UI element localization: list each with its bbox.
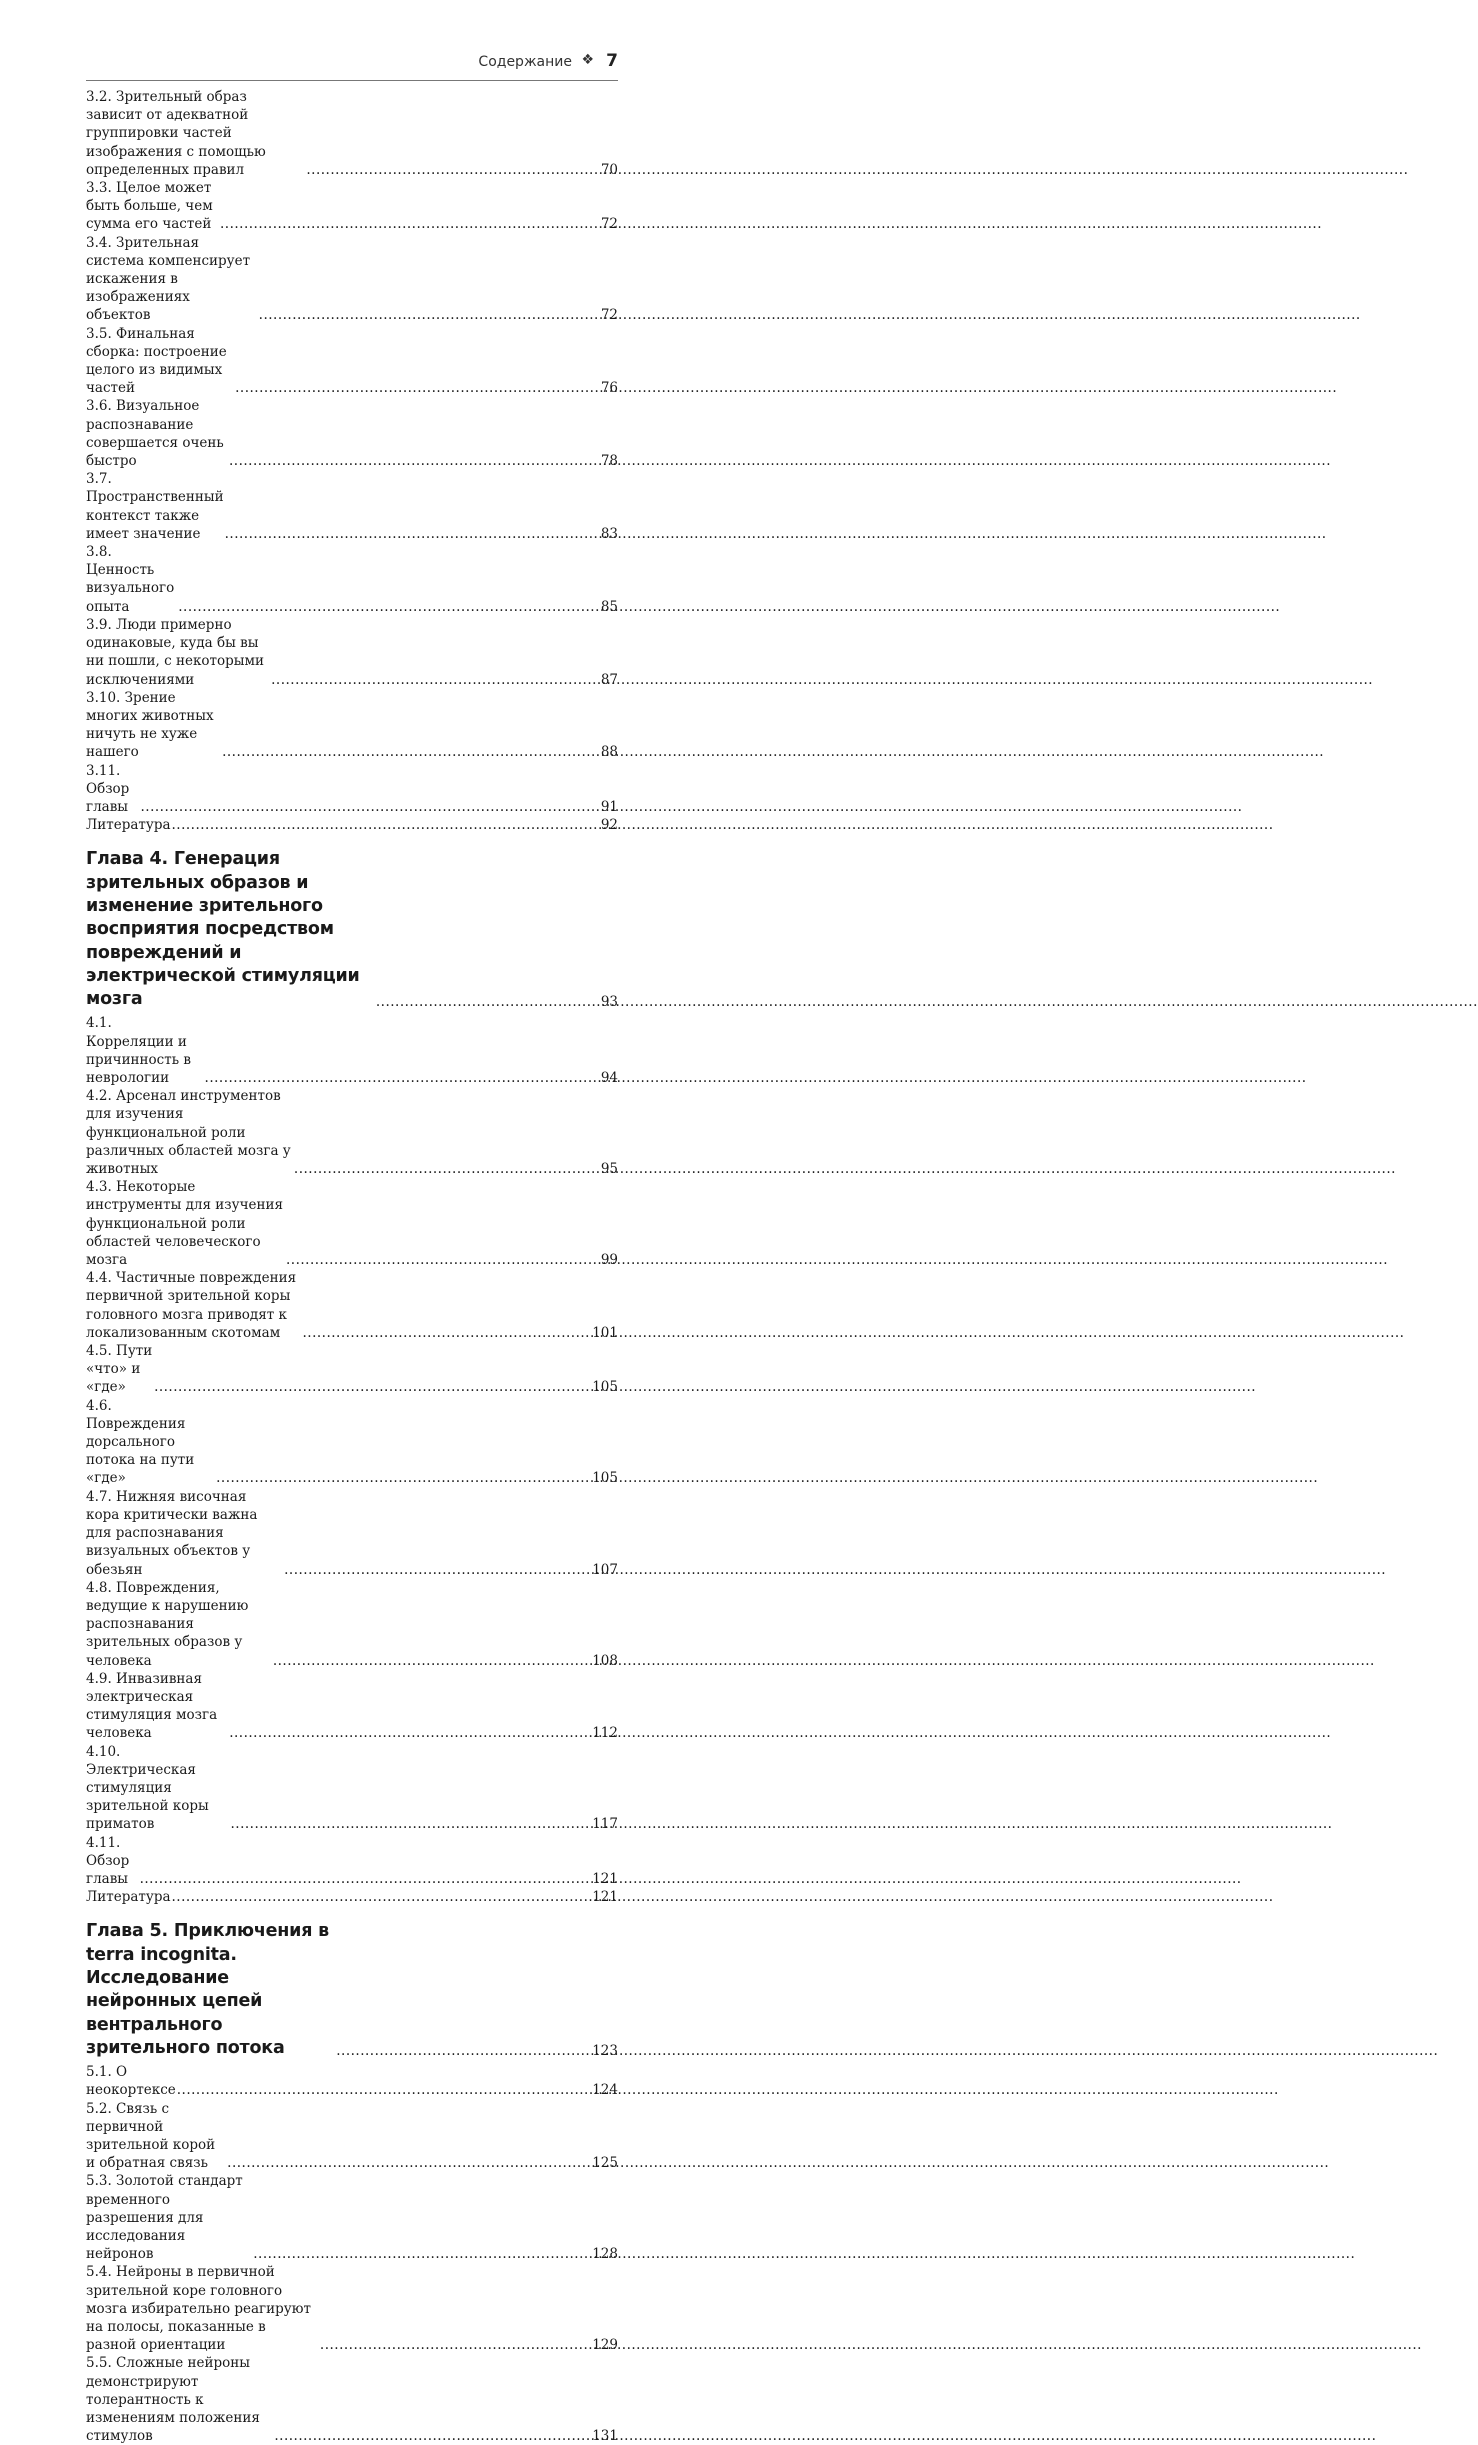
toc-leader xyxy=(302,1324,591,1342)
toc-leader xyxy=(172,1888,592,1906)
toc-page-number: 91 xyxy=(600,798,618,815)
toc-entry[interactable] xyxy=(86,543,618,616)
toc-entry[interactable] xyxy=(86,616,618,689)
toc-page-number: 85 xyxy=(600,598,618,615)
toc-entry[interactable] xyxy=(86,1269,618,1342)
toc-entry[interactable] xyxy=(86,2063,618,2099)
toc-entry-title: 4.2. Арсенал инструментов для изучения функциональной роли различных областей мозга у животных xyxy=(86,1088,291,1178)
toc-page-number: 83 xyxy=(600,525,618,542)
toc-leader xyxy=(177,2081,591,2099)
toc-entry[interactable] xyxy=(86,88,618,179)
toc-page-number: 70 xyxy=(600,161,618,178)
toc-leader xyxy=(216,1469,591,1487)
toc-entry[interactable] xyxy=(86,1670,618,1743)
toc-page-number: 95 xyxy=(600,1161,618,1178)
toc-page-number: 105 xyxy=(592,1379,618,1396)
toc-page-number: 121 xyxy=(592,1889,618,1906)
toc-entry[interactable] xyxy=(86,1087,618,1178)
chapter-page-number: 123 xyxy=(592,2043,618,2060)
running-header-title: Содержание xyxy=(478,54,572,70)
toc-leader xyxy=(273,1652,591,1670)
toc-leader xyxy=(205,1069,600,1087)
toc-entry-title: 3.10. Зрение многих животных ничуть не хуже нашего xyxy=(86,689,214,761)
toc-entry-title: 3.9. Люди примерно одинаковые, куда бы вы ни пошли, с некоторыми исключениями xyxy=(86,616,265,688)
toc-page-number: 99 xyxy=(600,1252,618,1269)
toc-page-number: 87 xyxy=(600,671,618,688)
toc-entry-title: 3.2. Зрительный образ зависит от адекватной группировки частей изображения с помощью определенных правил xyxy=(86,89,266,178)
toc-entry-title: 5.2. Связь с первичной зрительной корой и обратная связь xyxy=(86,2100,216,2172)
toc-entry-title: Литература xyxy=(86,1889,171,1906)
toc-leader xyxy=(376,993,600,1011)
toc-entry[interactable] xyxy=(86,1488,618,1579)
toc-entry[interactable] xyxy=(86,1014,618,1087)
toc-leader xyxy=(259,306,600,324)
chapter-title: Глава 4. Генерация зрительных образов и изменение зрительного восприятия посредством повреждений и электрической стимуляции мозга xyxy=(86,849,360,1010)
page-number: 7 xyxy=(606,51,618,71)
toc-entry[interactable] xyxy=(86,689,618,762)
toc-entry-title: 4.4. Частичные повреждения первичной зрительной коры головного мозга приводят к локализованным скотомам xyxy=(86,1270,297,1341)
toc-body xyxy=(86,88,618,2445)
toc-entry-title: 4.5. Пути «что» и «где» xyxy=(86,1343,153,1396)
toc-leader xyxy=(336,2042,591,2060)
toc-entry-title: 3.5. Финальная сборка: построение целого из видимых частей xyxy=(86,325,227,397)
toc-entry[interactable] xyxy=(86,2100,618,2173)
toc-entry[interactable] xyxy=(86,1342,618,1397)
chapter-heading[interactable] xyxy=(86,1920,618,2060)
toc-page-number: 94 xyxy=(600,1070,618,1087)
toc-leader xyxy=(227,2154,591,2172)
toc-page-number: 112 xyxy=(592,1725,618,1742)
toc-entry[interactable] xyxy=(86,234,618,325)
toc-page-number: 121 xyxy=(592,1870,618,1887)
toc-page-number: 101 xyxy=(592,1324,618,1341)
toc-entry[interactable] xyxy=(86,1743,618,1834)
toc-leader xyxy=(306,161,599,179)
toc-entry-title: 3.3. Целое может быть больше, чем сумма его частей xyxy=(86,180,213,233)
toc-leader xyxy=(253,2245,591,2263)
toc-entry[interactable] xyxy=(86,325,618,398)
chapter-heading[interactable] xyxy=(86,848,618,1011)
toc-entry[interactable] xyxy=(86,470,618,543)
toc-entry[interactable] xyxy=(86,179,618,234)
toc-leader xyxy=(235,379,600,397)
toc-entry[interactable] xyxy=(86,762,618,817)
toc-entry[interactable] xyxy=(86,1579,618,1670)
toc-entry-title: 5.5. Сложные нейроны демонстрируют толерантность к изменениям положения стимулов xyxy=(86,2355,260,2445)
toc-entry[interactable] xyxy=(86,2354,618,2445)
toc-page-number: 88 xyxy=(600,744,618,761)
header-rule xyxy=(86,80,618,81)
toc-entry-title: 4.8. Повреждения, ведущие к нарушению распознавания зрительных образов у человека xyxy=(86,1579,249,1669)
toc-leader xyxy=(229,1724,591,1742)
toc-entry-title: 3.11. Обзор главы xyxy=(86,762,130,815)
toc-leader xyxy=(271,671,600,689)
toc-leader xyxy=(220,215,600,233)
toc-entry-title: 3.4. Зрительная система компенсирует искажения в изображениях объектов xyxy=(86,234,251,324)
toc-page-number: 72 xyxy=(600,216,618,233)
running-header xyxy=(86,52,618,74)
toc-entry-title: 4.10. Электрическая стимуляция зрительной коры приматов xyxy=(86,1743,209,1833)
chapter-title: Глава 5. Приключения в terra incognita. Исследование нейронных цепей вентрального зрительного потока xyxy=(86,1921,330,2058)
toc-entry-title: 4.7. Нижняя височная кора критически важна для распознавания визуальных объектов у обезьян xyxy=(86,1488,258,1578)
toc-entry[interactable] xyxy=(86,2172,618,2263)
toc-page-number: 129 xyxy=(592,2337,618,2354)
toc-page-number: 107 xyxy=(592,1561,618,1578)
toc-entry[interactable] xyxy=(86,2263,618,2354)
toc-entry-title: 5.4. Нейроны в первичной зрительной коре головного мозга избирательно реагируют на полосы, показанные в разной ориентации xyxy=(86,2264,311,2354)
toc-leader xyxy=(140,798,599,816)
toc-leader xyxy=(274,2427,591,2445)
toc-leader xyxy=(178,598,600,616)
toc-entry-title: 3.6. Визуальное распознавание совершается очень быстро xyxy=(86,398,224,470)
toc-page-number: 128 xyxy=(592,2246,618,2263)
toc-leader xyxy=(320,2336,591,2354)
toc-entry[interactable] xyxy=(86,1888,618,1906)
toc-entry-title: 4.11. Обзор главы xyxy=(86,1834,130,1887)
toc-page-number: 92 xyxy=(600,817,618,834)
toc-entry-title: 5.3. Золотой стандарт временного разрешения для исследования нейронов xyxy=(86,2173,243,2263)
toc-leader xyxy=(286,1251,600,1269)
toc-page-number: 78 xyxy=(600,453,618,470)
chapter-page-number: 93 xyxy=(600,994,618,1011)
toc-leader xyxy=(140,1870,592,1888)
toc-leader xyxy=(229,452,600,470)
toc-page-number: 105 xyxy=(592,1470,618,1487)
toc-entry-title: 5.1. О неокортексе xyxy=(86,2064,176,2099)
toc-page-number: 76 xyxy=(600,380,618,397)
ornament-icon: ❖ xyxy=(581,52,594,68)
toc-page-number: 131 xyxy=(592,2428,618,2445)
toc-entry[interactable] xyxy=(86,1397,618,1488)
toc-leader xyxy=(225,525,600,543)
toc-leader xyxy=(172,816,600,834)
toc-entry-title: 3.7. Пространственный контекст также имеет значение xyxy=(86,471,224,542)
toc-entry-title: 4.9. Инвазивная электрическая стимуляция мозга человека xyxy=(86,1670,218,1742)
toc-entry-title: 4.3. Некоторые инструменты для изучения функциональной роли областей человеческого мозга xyxy=(86,1179,284,1269)
toc-entry[interactable] xyxy=(86,1834,618,1889)
toc-leader xyxy=(230,1815,591,1833)
toc-page-number: 124 xyxy=(592,2082,618,2099)
toc-leader xyxy=(154,1378,591,1396)
toc-entry-title: 3.8. Ценность визуального опыта xyxy=(86,544,175,615)
toc-page-number: 72 xyxy=(600,307,618,324)
toc-entry[interactable] xyxy=(86,397,618,470)
toc-entry[interactable] xyxy=(86,816,618,834)
toc-entry-title: Литература xyxy=(86,817,171,834)
toc-entry-title: 4.6. Повреждения дорсального потока на пути «где» xyxy=(86,1397,195,1487)
toc-entry[interactable] xyxy=(86,1178,618,1269)
toc-page-number: 117 xyxy=(592,1816,618,1833)
toc-leader xyxy=(222,743,600,761)
toc-leader xyxy=(284,1561,591,1579)
toc-page-number: 108 xyxy=(592,1652,618,1669)
toc-entry-title: 4.1. Корреляции и причинность в неврологии xyxy=(86,1015,191,1087)
toc-leader xyxy=(294,1160,600,1178)
toc-page-number: 125 xyxy=(592,2155,618,2172)
